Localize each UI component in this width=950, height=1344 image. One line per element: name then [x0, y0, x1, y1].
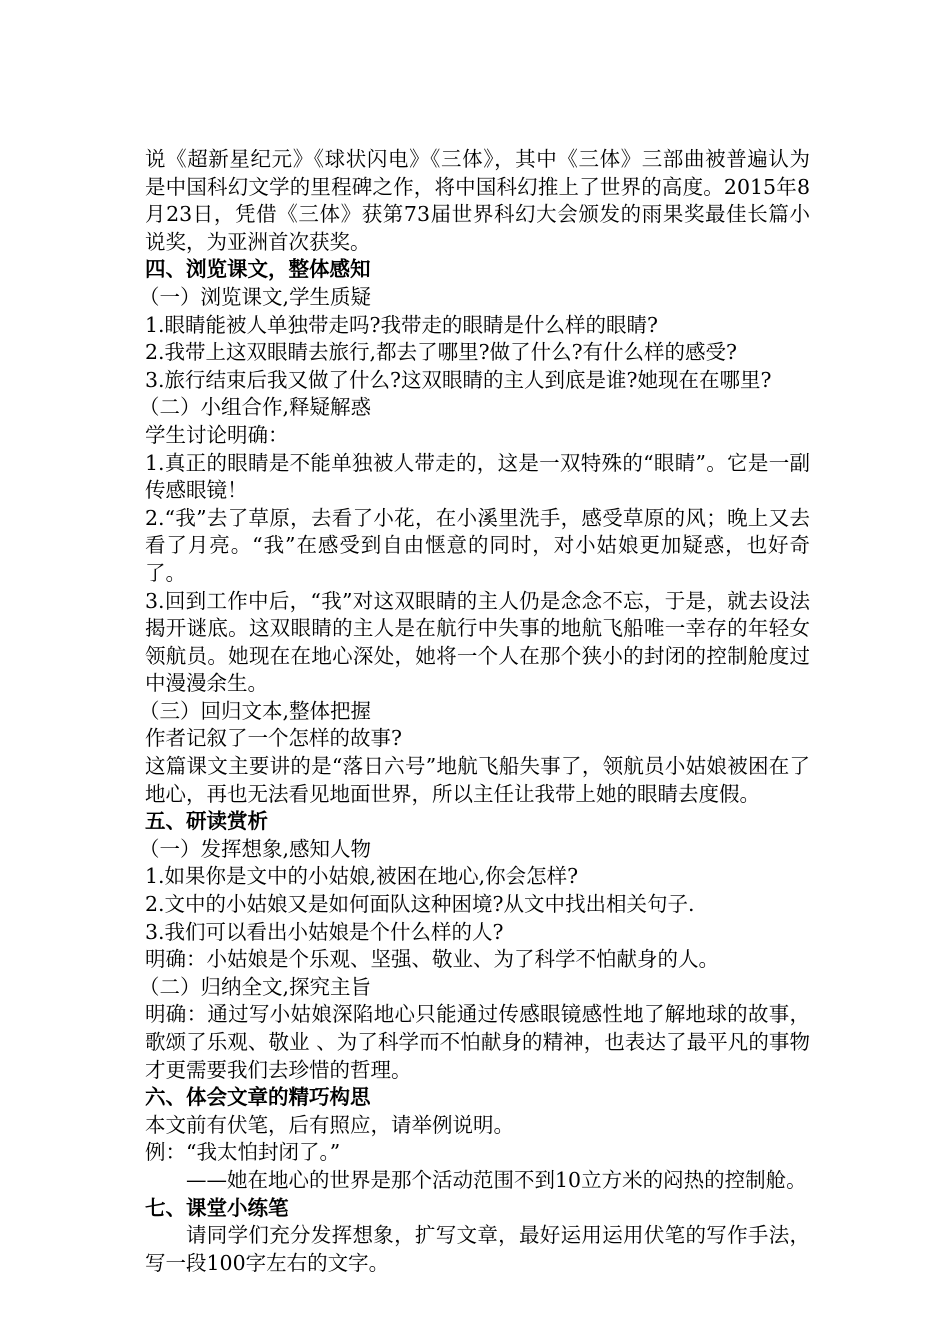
section-heading-4: 四、浏览课文，整体感知: [145, 257, 371, 282]
section-heading-7: 七、课堂小练笔: [145, 1195, 289, 1220]
list-item: 2.文中的小姑娘又是如何面队这种困境?从文中找出相关句子.: [145, 892, 695, 917]
subheading: （一）发挥想象,感知人物: [139, 836, 372, 861]
paragraph: 本文前有伏笔，后有照应，请举例说明。: [145, 1112, 514, 1137]
document-body: [139, 146, 810, 1277]
list-item: 3.旅行结束后我又做了什么?这双眼睛的主人到底是谁?她现在在哪里?: [145, 367, 772, 392]
subheading: （二）小组合作,释疑解惑: [139, 395, 372, 420]
paragraph: 例：“我太怕封闭了。”: [145, 1140, 341, 1165]
list-item: 3.我们可以看出小姑娘是个什么样的人?: [145, 919, 504, 944]
paragraph-intro: 说《超新星纪元》《球状闪电》《三体》，其中《三体》三部曲被普遍认为是中国科幻文学的里程碑之作，将中国科幻推上了世界的高度。2015年8月23日，凭借《三体》获第73届世界科幻大会颁发的雨果奖最佳长篇小说奖，为亚洲首次获奖。: [145, 147, 810, 254]
subheading: （一）浏览课文,学生质疑: [139, 284, 372, 309]
list-item: 1.眼睛能被人单独带走吗?我带走的眼睛是什么样的眼睛?: [145, 312, 659, 337]
paragraph: 明确：通过写小姑娘深陷地心只能通过传感眼镜感性地了解地球的故事，歌颂了乐观、敬业 、为了科学而不怕献身的精神，也表达了最平凡的事物才更需要我们去珍惜的哲理。: [145, 1002, 810, 1082]
list-item: 1.真正的眼睛是不能单独被人带走的，这是一双特殊的“眼睛”。它是一副传感眼镜！: [145, 450, 810, 503]
section-heading-5: 五、研读赏析: [145, 809, 268, 834]
quote-paragraph: ——她在地心的世界是那个活动范围不到10立方米的闷热的控制舱。: [186, 1167, 807, 1192]
subheading: （二）归纳全文,探究主旨: [139, 974, 372, 999]
list-item: 3.回到工作中后，“我”对这双眼睛的主人仍是念念不忘，于是，就去设法揭开谜底。这双眼睛的主人是在航行中失事的地航飞船唯一幸存的年轻女领航员。她现在在地心深处，她将一个人在那个狭小的封闭的控制舱度过中漫漫余生。: [145, 588, 810, 696]
list-item: 2.我带上这双眼睛去旅行,都去了哪里?做了什么?有什么样的感受?: [145, 340, 738, 365]
list-item: 2.“我”去了草原，去看了小花，在小溪里洗手，感受草原的风；晚上又去看了月亮。“我”在感受到自由惬意的同时，对小姑娘更加疑惑，也好奇了。: [145, 505, 810, 585]
paragraph: 这篇课文主要讲的是“落日六号”地航飞船失事了，领航员小姑娘被困在了地心，再也无法看见地面世界，所以主任让我带上她的眼睛去度假。: [145, 754, 810, 806]
section-heading-6: 六、体会文章的精巧构思: [145, 1085, 371, 1110]
paragraph: 请同学们充分发挥想象，扩写文章，最好运用运用伏笔的写作手法，写一段100字左右的文字。: [145, 1223, 810, 1275]
paragraph: 作者记叙了一个怎样的故事?: [145, 726, 402, 751]
paragraph: 明确：小姑娘是个乐观、坚强、敬业、为了科学不怕献身的人。: [145, 947, 719, 972]
paragraph: 学生讨论明确：: [145, 422, 289, 447]
subheading: （三）回归文本,整体把握: [139, 698, 372, 723]
list-item: 1.如果你是文中的小姑娘,被困在地心,你会怎样?: [145, 864, 579, 889]
